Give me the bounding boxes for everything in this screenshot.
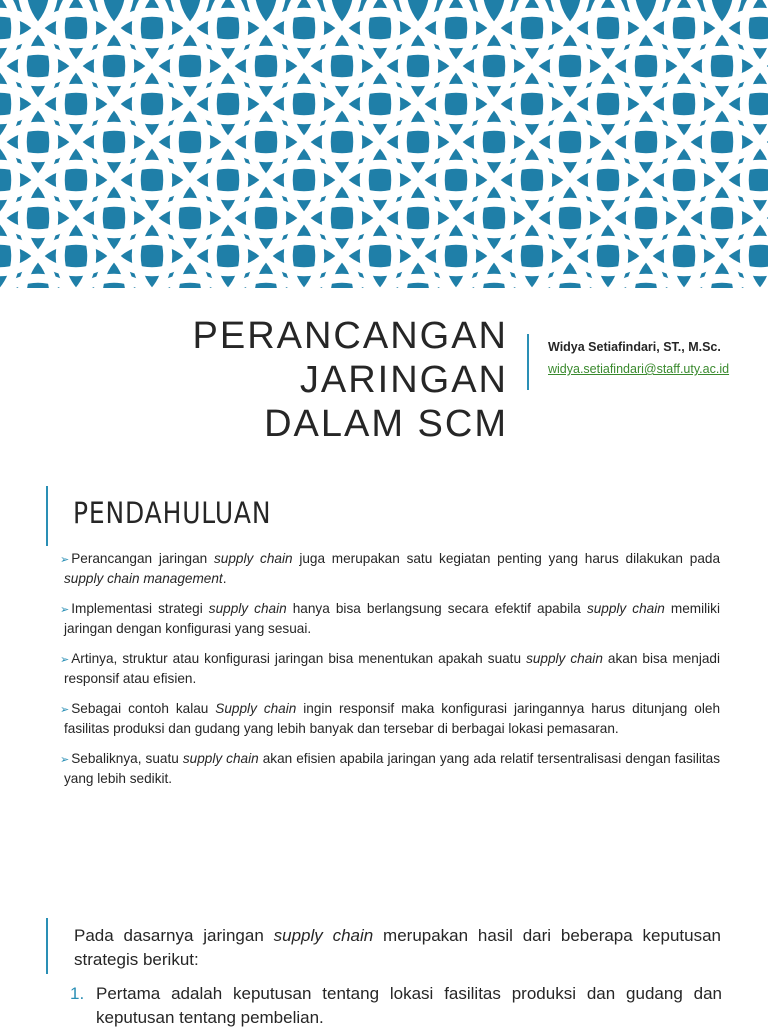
decorative-pattern-banner bbox=[0, 0, 768, 288]
numbered-item bbox=[70, 982, 722, 1030]
text-run: merupakan hasil dari beberapa keputusan strategis berikut: bbox=[74, 926, 721, 969]
section-accent-bar bbox=[46, 486, 48, 546]
section-accent-bar-2 bbox=[46, 918, 48, 974]
item-text: Pertama adalah keputusan tentang lokasi fasilitas produksi dan gudang dan keputusan tentang pembelian. bbox=[96, 984, 722, 1027]
author-email-link[interactable]: widya.setiafindari@staff.uty.ac.id bbox=[548, 362, 730, 376]
italic-term: supply chain bbox=[526, 651, 603, 666]
arrow-bullet-icon: ➢ bbox=[60, 654, 70, 666]
bullet-item bbox=[60, 600, 720, 638]
slide-title-line-1: PERANCANGAN JARINGAN bbox=[192, 315, 508, 401]
bullet-item bbox=[60, 700, 720, 738]
intro-paragraph bbox=[74, 924, 721, 972]
bullet-item bbox=[60, 650, 720, 688]
text-run: Artinya, struktur atau konfigurasi jaringan bisa menentukan apakah suatu bbox=[71, 651, 527, 666]
italic-term: supply chain bbox=[273, 926, 374, 945]
arrow-bullet-icon: ➢ bbox=[60, 704, 70, 716]
italic-term: supply chain bbox=[182, 751, 259, 766]
arrow-bullet-icon: ➢ bbox=[60, 604, 70, 616]
slide-title-line-2: DALAM SCM bbox=[264, 403, 508, 445]
title-divider bbox=[527, 334, 529, 390]
item-number: 1. bbox=[70, 984, 85, 1003]
text-run: hanya bisa berlangsung secara efektif apabila bbox=[286, 601, 587, 616]
arrow-bullet-icon: ➢ bbox=[60, 754, 70, 766]
text-run: juga merupakan satu kegiatan penting yang harus dilakukan pada bbox=[292, 551, 721, 566]
italic-term: supply chain bbox=[586, 601, 665, 616]
slide-title bbox=[0, 314, 508, 446]
numbered-list bbox=[70, 982, 722, 1030]
text-run: Sebaliknya, suatu bbox=[71, 751, 183, 766]
text-run: akan bisa menjadi responsif atau efisien. bbox=[64, 651, 720, 686]
bullet-item bbox=[60, 750, 720, 788]
text-run: Pada dasarnya jaringan bbox=[74, 926, 274, 945]
section-heading: PENDAHULUAN bbox=[73, 496, 272, 530]
bullet-item bbox=[60, 550, 720, 588]
italic-term: supply chain management bbox=[64, 570, 223, 586]
italic-term: supply chain bbox=[214, 551, 293, 566]
text-run: . bbox=[222, 570, 227, 586]
italic-term: Supply chain bbox=[215, 701, 297, 716]
text-run: Perancangan jaringan bbox=[71, 551, 214, 566]
text-run: memiliki jaringan dengan konfigurasi yang sesuai. bbox=[64, 601, 720, 636]
text-run: ingin responsif maka konfigurasi jaringannya harus ditunjang oleh fasilitas produksi dan gudang yang lebih banyak dan tersebar di berbagai lokasi pemasaran. bbox=[64, 701, 721, 736]
author-name: Widya Setiafindari, ST., M.Sc. bbox=[548, 340, 721, 354]
arrow-bullet-icon: ➢ bbox=[60, 554, 70, 566]
bullet-list bbox=[60, 550, 720, 800]
italic-term: supply chain bbox=[208, 601, 287, 616]
text-run: Sebagai contoh kalau bbox=[71, 701, 216, 716]
text-run: akan efisien apabila jaringan yang ada relatif tersentralisasi dengan fasilitas yang lebih sedikit. bbox=[64, 751, 721, 786]
text-run: Implementasi strategi bbox=[71, 601, 209, 616]
